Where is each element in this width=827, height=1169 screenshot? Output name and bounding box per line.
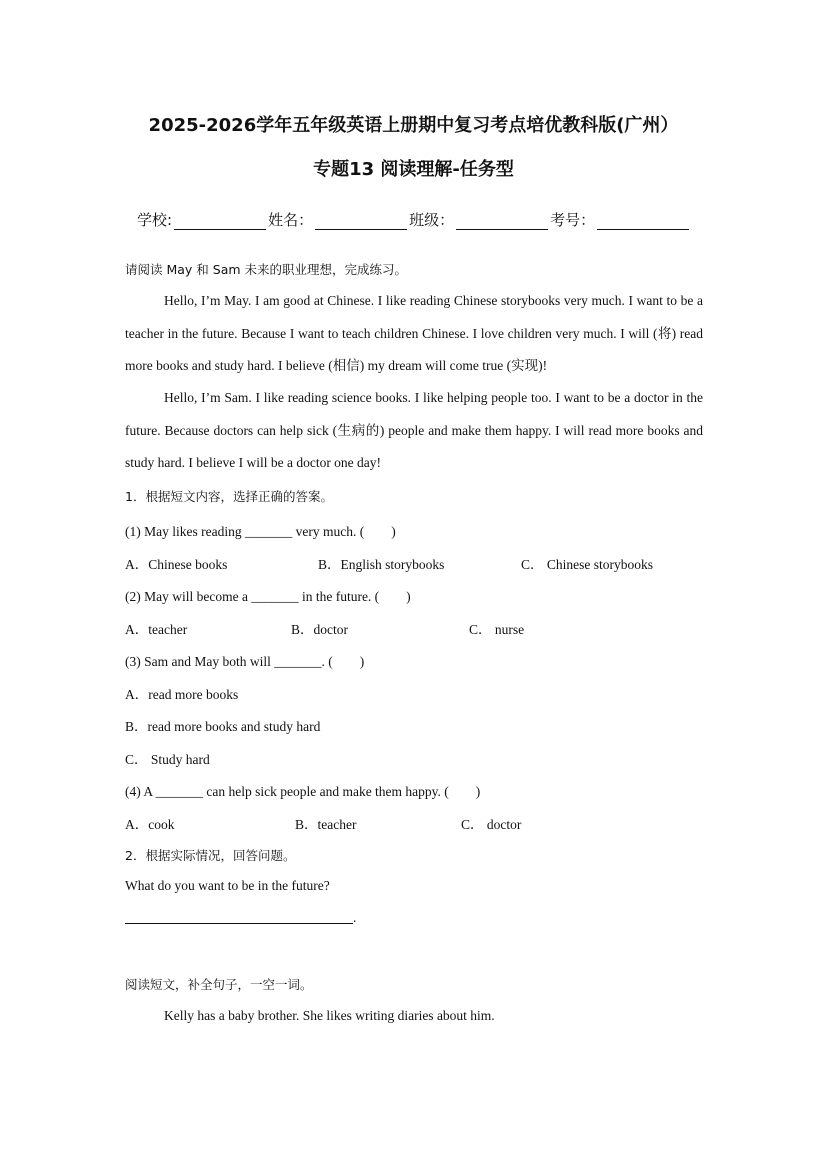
exam-number-label: 考号：	[550, 211, 596, 229]
document-subtitle: 专题13 阅读理解-任务型	[313, 159, 514, 180]
question-3-stem: (3) Sam and May both will _______. ( )	[125, 654, 365, 669]
school-blank[interactable]	[174, 215, 266, 230]
task1-title: 1．根据短文内容，选择正确的答案。	[125, 489, 333, 504]
question-1-option-a[interactable]: A．Chinese books	[125, 557, 228, 572]
class-blank[interactable]	[456, 215, 548, 230]
question-1-option-b[interactable]: B．English storybooks	[318, 557, 445, 572]
section1-instruction: 请阅读 May 和 Sam 未来的职业理想，完成练习。	[125, 262, 408, 277]
question-1-stem: (1) May likes reading _______ very much. ( )	[125, 524, 396, 539]
question-2-option-b[interactable]: B．doctor	[291, 622, 348, 637]
question-4-option-b[interactable]: B．teacher	[295, 817, 357, 832]
question-3-option-a[interactable]: A．read more books	[125, 687, 239, 702]
passage-may: Hello, I’m May. I am good at Chinese. I like reading Chinese storybooks very much. I want to be a teacher in the future. Because I want to teach children Chinese. I love children very much. I will (将) read more books and study hard. I believe (相信) my dream will come true (实现)!	[125, 293, 703, 373]
question-2-option-a[interactable]: A．teacher	[125, 622, 188, 637]
question-4-stem: (4) A _______ can help sick people and make them happy. ( )	[125, 784, 481, 799]
question-3-option-c[interactable]: C． Study hard	[125, 752, 210, 767]
passage-sam: Hello, I’m Sam. I like reading science books. I like helping people too. I want to be a doctor in the future. Because doctors can help sick (生病的) people and make them happy. I will read more books and study hard. I believe I will be a doctor one day!	[125, 390, 703, 470]
school-label: 学校:	[137, 211, 173, 229]
question-4-option-c[interactable]: C． doctor	[461, 817, 522, 832]
section2-instruction: 阅读短文，补全句子，一空一词。	[125, 977, 313, 992]
question-4-option-a[interactable]: A．cook	[125, 817, 175, 832]
name-blank[interactable]	[315, 215, 407, 230]
document-title: 2025-2026学年五年级英语上册期中复习考点培优教科版(广州）	[148, 115, 679, 136]
passage-kelly: Kelly has a baby brother. She likes writing diaries about him.	[164, 1008, 495, 1023]
task2-question: What do you want to be in the future?	[125, 878, 330, 893]
task2-answer-line[interactable]	[125, 922, 353, 924]
question-2-stem: (2) May will become a _______ in the future. ( )	[125, 589, 411, 604]
student-info-row	[137, 209, 691, 230]
exam-number-blank[interactable]	[597, 215, 689, 230]
question-1-option-c[interactable]: C． Chinese storybooks	[521, 557, 654, 572]
question-2-option-c[interactable]: C． nurse	[469, 622, 525, 637]
class-label: 班级：	[409, 211, 455, 229]
question-3-option-b[interactable]: B．read more books and study hard	[125, 719, 321, 734]
name-label: 姓名：	[268, 211, 314, 229]
task2-period: .	[353, 910, 357, 925]
task2-title: 2．根据实际情况，回答问题。	[125, 848, 296, 863]
